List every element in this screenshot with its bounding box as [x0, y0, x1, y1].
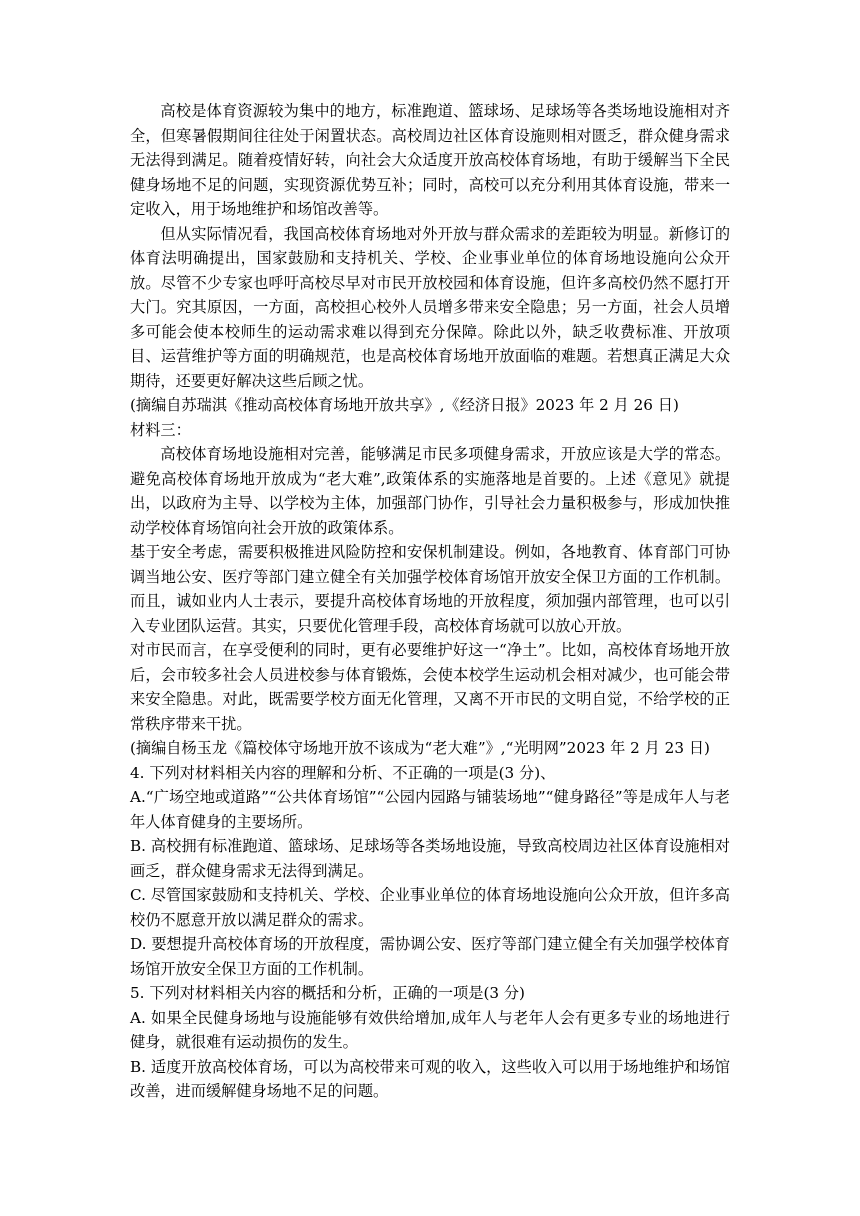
- material2-source: (摘编自苏瑞淇《推动高校体育场地开放共享》,《经济日报》2023 年 2 月 26 日): [130, 396, 679, 414]
- question-5-stem: 5. 下列对材料相关内容的概括和分析，正确的一项是(3 分): [130, 984, 525, 1002]
- document-page: [130, 99, 730, 1104]
- question-4-stem: 4. 下列对材料相关内容的理解和分析、不正确的一项是(3 分)、: [130, 763, 556, 782]
- material3-paragraph-2: 基于安全考虑，需要积极推进风险防控和安保机制建设。例如，各地教育、体育部门可协调当地公安、医疗等部门建立健全有关加强学校体育场馆开放安全保卫方面的工作机制。而且，诚如业内人士表示，要提升高校体育场地的开放程度，须加强内部管理，也可以引入专业团队运营。其实，只要优化管理手段，高校体育场就可以放心开放。: [130, 543, 730, 635]
- question-4-option-c: C. 尽管国家鼓励和支持机关、学校、企业事业单位的体育场地设施向公众开放，但许多高校仍不愿意开放以满足群众的需求。: [130, 886, 730, 929]
- material3-label: 材料三：: [130, 420, 191, 439]
- material3-source: (摘编自杨玉龙《篇校体守场地开放不该成为“老大难”》,“光明网”2023 年 2 月 23 日): [130, 739, 710, 757]
- question-4-option-d: D. 要想提升高校体育场的开放程度，需协调公安、医疗等部门建立健全有关加强学校体育场馆开放安全保卫方面的工作机制。: [130, 935, 730, 978]
- material3-paragraph-1: 高校体育场地设施相对完善，能够满足市民多项健身需求，开放应该是大学的常态。避免高校体育场地开放成为“老大难”,政策体系的实施落地是首要的。上述《意见》就提出，以政府为主导、以学校为主体，加强部门协作，引导社会力量积极参与，形成加快推动学校体育场馆向社会开放的政策体系。: [130, 445, 730, 537]
- question-5-option-b: B. 适度开放高校体育场，可以为高校带来可观的收入，这些收入可以用于场地维护和场馆改善，进而缓解健身场地不足的问题。: [130, 1057, 730, 1100]
- question-5-option-a: A. 如果全民健身场地与设施能够有效供给增加,成年人与老年人会有更多专业的场地进行健身，就很难有运动损伤的发生。: [130, 1008, 730, 1051]
- material3-paragraph-3: 对市民而言，在享受便利的同时，更有必要维护好这一“净土”。比如，高校体育场地开放后，会市较多社会人员进校参与体育锻炼，会使本校学生运动机会相对减少，也可能会带来安全隐患。对此，既需要学校方面无化管理，又离不开市民的文明自觉，不给学校的正常秩序带来干扰。: [130, 641, 730, 733]
- question-4-option-b: B. 高校拥有标准跑道、篮球场、足球场等各类场地设施，导致高校周边社区体育设施相对画乏，群众健身需求无法得到满足。: [130, 837, 730, 880]
- material2-paragraph-1: 高校是体育资源较为集中的地方，标准跑道、篮球场、足球场等各类场地设施相对齐全，但寒暑假期间往往处于闲置状态。高校周边社区体育设施则相对匮乏，群众健身需求无法得到满足。随着疫情好转，向社会大众适度开放高校体育场地，有助于缓解当下全民健身场地不足的问题，实现资源优势互补；同时，高校可以充分利用其体育设施，带来一定收入，用于场地维护和场馆改善等。: [130, 102, 730, 218]
- question-4-option-a: A.“广场空地或道路”“公共体育场馆”“公园内园路与铺装场地”“健身路径”等是成年人与老年人体育健身的主要场所。: [130, 788, 730, 831]
- material2-paragraph-2: 但从实际情况看，我国高校体育场地对外开放与群众需求的差距较为明显。新修订的体育法明确提出，国家鼓励和支持机关、学校、企业事业单位的体育场地设施向公众开放。尽管不少专家也呼吁高校尽早对市民开放校园和体育设施，但许多高校仍然不愿打开大门。究其原因，一方面，高校担心校外人员增多带来安全隐患；另一方面，社会人员增多可能会使本校师生的运动需求难以得到充分保障。除此以外，缺乏收费标准、开放项目、运营维护等方面的明确规范，也是高校体育场地开放面临的难题。若想真正满足大众期待，还要更好解决这些后顾之忧。: [130, 224, 730, 390]
